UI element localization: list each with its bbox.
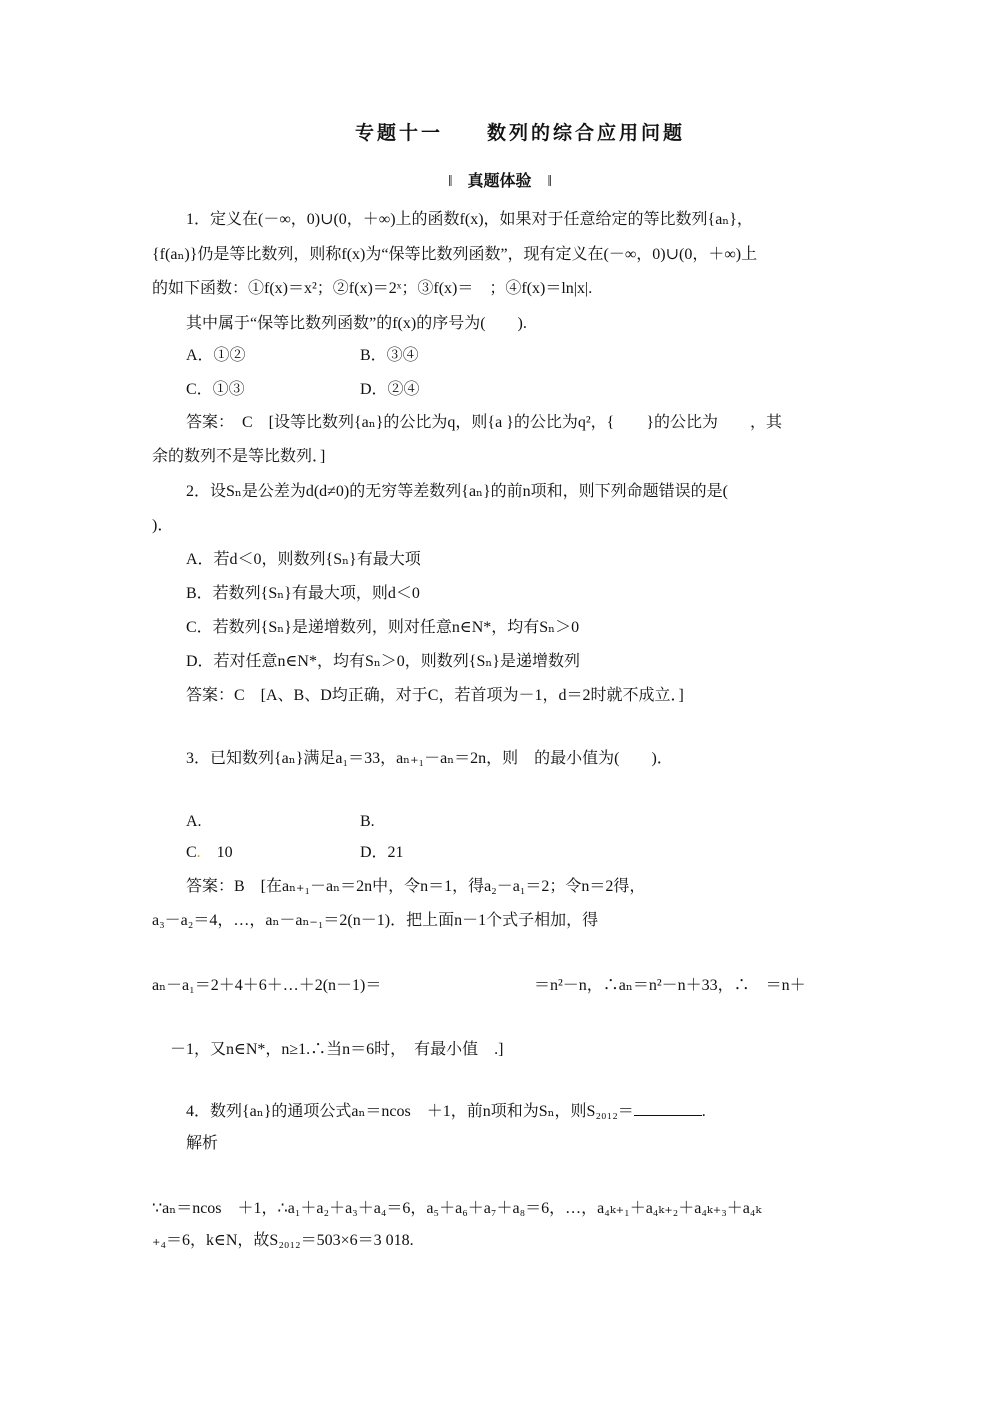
q3-option-c-letter: C [186, 844, 197, 861]
q1-option-c: C．①③ [186, 381, 245, 398]
q3-line1: 3．已知数列{aₙ}满足a₁＝33，aₙ₊₁－aₙ＝2n，则 的最小值为( )． [186, 750, 673, 767]
q2-option-b: B．若数列{Sₙ}有最大项，则d＜0 [186, 585, 420, 602]
q4-line1-text: 4．数列{aₙ}的通项公式aₙ＝ncos ＋1，前n项和为Sₙ，则S₂₀₁₂＝ [186, 1103, 634, 1120]
page-title: 专题十一 数列的综合应用问题 [355, 123, 686, 144]
q2-option-a: A．若d＜0，则数列{Sₙ}有最大项 [186, 551, 421, 568]
q1-answer-line1: 答案： C [设等比数列{aₙ}的公比为q，则{a }的公比为q²，{ }的公比为 ，其 [186, 414, 783, 431]
section-bar-right: ‖ [547, 173, 552, 190]
q4-jiexi-label: 解析 [186, 1135, 219, 1152]
q3-answer-line2: a₃－a₂＝4，…，aₙ－aₙ₋₁＝2(n－1)．把上面n－1个式子相加，得 [152, 912, 599, 929]
q1-line1: 1．定义在(－∞，0)∪(0，＋∞)上的函数f(x)，如果对于任意给定的等比数列{aₙ}， [186, 211, 753, 228]
section-bar-left: ‖ [448, 173, 452, 190]
q4-line1 [186, 1101, 706, 1122]
answer-blank [634, 1101, 702, 1116]
section-label: 真题体验 [467, 173, 532, 190]
q3-answer-line3-left: aₙ－a₁＝2＋4＋6＋…＋2(n－1)＝ [152, 977, 382, 994]
q2-line2: )． [152, 517, 174, 534]
q3-option-c-value: 10 [200, 844, 233, 861]
q2-option-c: C．若数列{Sₙ}是递增数列，则对任意n∈N*，均有Sₙ＞0 [186, 619, 580, 636]
q4-solution-line1: ∵aₙ＝ncos ＋1，∴a₁＋a₂＋a₃＋a₄＝6，a₅＋a₆＋a₇＋a₈＝6，…，a₄ₖ₊₁＋a₄ₖ₊₂＋a₄ₖ₊₃＋a₄ₖ [152, 1200, 762, 1217]
q4-line1-end: . [701, 1103, 706, 1120]
q2-line1: 2．设Sₙ是公差为d(d≠0)的无穷等差数列{aₙ}的前n项和，则下列命题错误的是( [186, 483, 728, 500]
q2-option-d: D．若对任意n∈N*，均有Sₙ＞0，则数列{Sₙ}是递增数列 [186, 653, 580, 670]
q3-answer-line3-right: ＝n²－n，∴aₙ＝n²－n＋33，∴ ＝n＋ [534, 977, 806, 994]
q1-line4: 其中属于“保等比数列函数”的f(x)的序号为( ). [186, 315, 527, 332]
q4-solution-line2: ₊₄＝6，k∈N，故S₂₀₁₂＝503×6＝3 018. [152, 1232, 414, 1249]
q3-option-d: D．21 [360, 844, 404, 861]
q3-answer-line1: 答案：B [在aₙ₊₁－aₙ＝2n中，令n＝1，得a₂－a₁＝2；令n＝2得， [186, 878, 646, 895]
q1-line3: 的如下函数：①f(x)＝x²；②f(x)＝2ˣ；③f(x)＝ ；④f(x)＝ln|x|. [152, 280, 593, 297]
q3-option-c [186, 843, 233, 863]
q1-option-a: A．①② [186, 347, 246, 364]
section-heading [448, 172, 551, 192]
q1-line2: {f(aₙ)}仍是等比数列，则称f(x)为“保等比数列函数”，现有定义在(－∞，0)∪(0，＋∞)上 [152, 246, 758, 263]
q3-option-b: B. [360, 813, 375, 830]
q1-option-d: D．②④ [360, 381, 420, 398]
q1-answer-line2: 余的数列不是等比数列．] [152, 448, 326, 465]
q3-option-c-dot: . [196, 844, 201, 861]
q3-option-a: A. [186, 813, 202, 830]
q1-option-b: B．③④ [360, 347, 419, 364]
q3-answer-line4: －1，又n∈N*，n≥1.∴当n＝6时， 有最小值 .] [170, 1041, 504, 1058]
q2-answer: 答案：C [A、B、D均正确，对于C，若首项为－1，d＝2时就不成立．] [186, 687, 684, 704]
